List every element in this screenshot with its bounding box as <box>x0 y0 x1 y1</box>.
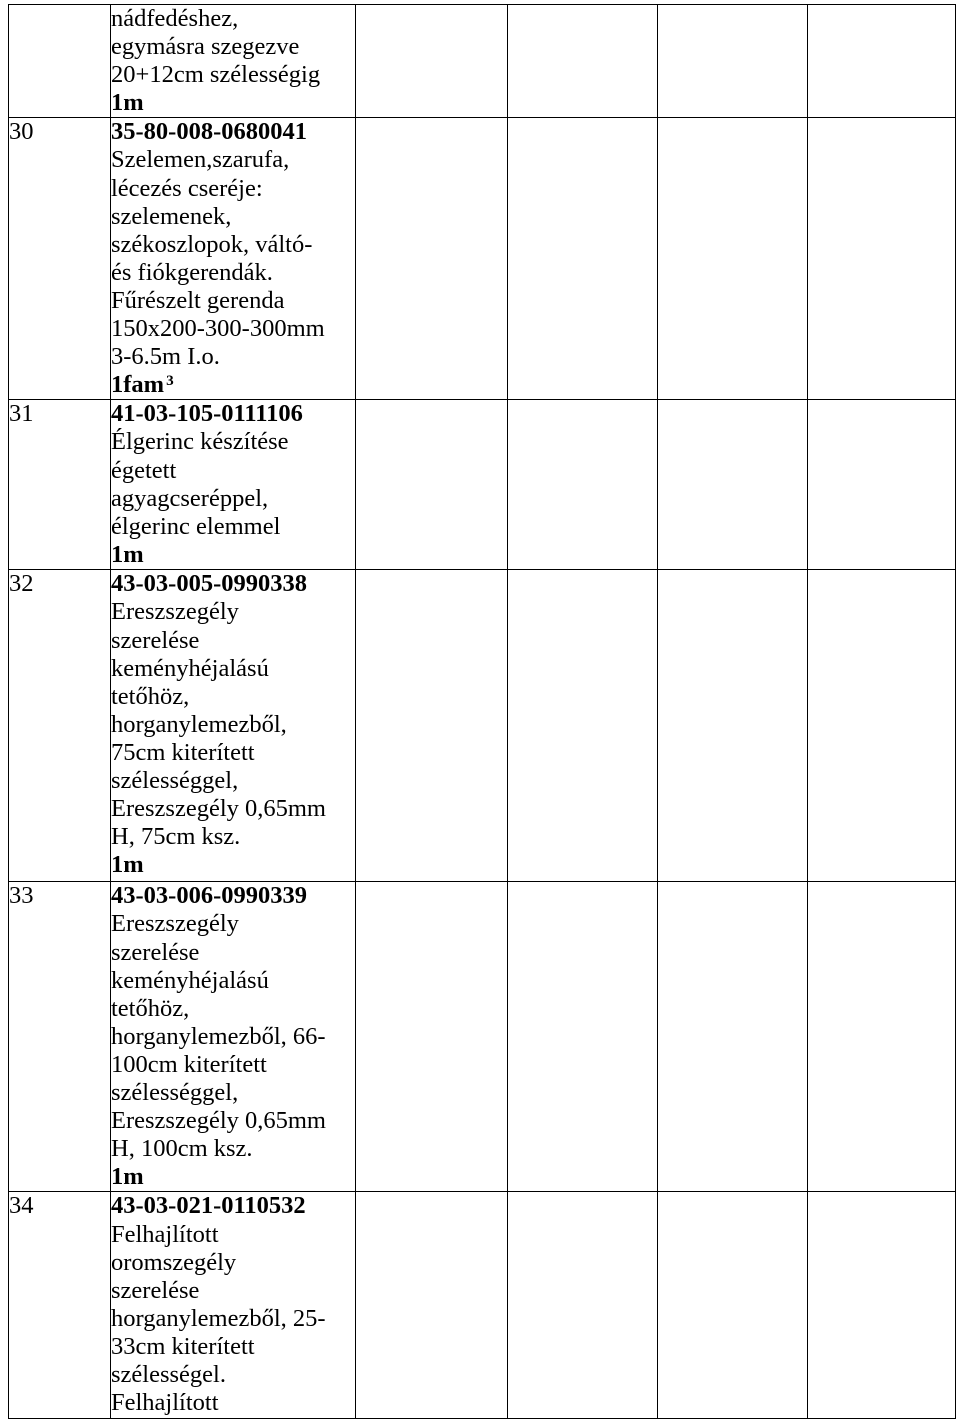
description-line: Fűrészelt gerenda <box>111 286 285 314</box>
table-row <box>9 570 956 882</box>
description-line: agyagcseréppel, <box>111 484 269 512</box>
description-line: tetőhöz, <box>111 994 190 1022</box>
item-unit-superscript: 3 <box>166 371 174 389</box>
description-line: horganylemezből, <box>111 710 287 738</box>
item-unit: 1m <box>111 851 144 879</box>
item-number: 33 <box>9 882 34 910</box>
description-line: 100cm kiterített <box>111 1050 267 1078</box>
item-number-cell <box>9 1192 111 1419</box>
item-code: 43-03-006-0990339 <box>111 882 307 910</box>
empty-cell <box>808 5 956 118</box>
description-line: horganylemezből, 66- <box>111 1022 326 1050</box>
item-number-cell <box>9 5 111 118</box>
empty-cell <box>508 118 658 400</box>
description-line: Élgerinc készítése <box>111 428 289 456</box>
empty-cell <box>658 1192 808 1419</box>
description-line: szélességel. <box>111 1360 226 1388</box>
description-line: lécezés cseréje: <box>111 174 263 202</box>
description-line: szerelése <box>111 626 200 654</box>
description-line: élgerinc elemmel <box>111 512 281 540</box>
item-description-cell <box>111 5 356 118</box>
cost-estimate-table <box>8 4 956 1419</box>
description-line: egymásra szegezve <box>111 33 300 61</box>
description-line: 3-6.5m I.o. <box>111 343 220 371</box>
empty-cell <box>658 118 808 400</box>
empty-cell <box>808 882 956 1192</box>
description-line: Felhajlított <box>111 1220 219 1248</box>
item-number-cell <box>9 400 111 570</box>
item-code: 43-03-021-0110532 <box>111 1192 306 1220</box>
description-line: horganylemezből, 25- <box>111 1304 326 1332</box>
description-line: égetett <box>111 456 177 484</box>
description-line: 33cm kiterített <box>111 1332 255 1360</box>
empty-cell <box>356 5 508 118</box>
description-line: 20+12cm szélességig <box>111 61 321 89</box>
empty-cell <box>658 882 808 1192</box>
description-line: Ereszszegély <box>111 598 239 626</box>
item-code: 43-03-005-0990338 <box>111 570 307 598</box>
item-description-cell <box>111 570 356 882</box>
empty-cell <box>356 400 508 570</box>
empty-cell <box>356 570 508 882</box>
description-line: Ereszszegély <box>111 910 239 938</box>
empty-cell <box>508 570 658 882</box>
empty-cell <box>658 5 808 118</box>
description-line: keményhéjalású <box>111 654 269 682</box>
description-line: Ereszszegély 0,65mm <box>111 1107 326 1135</box>
empty-cell <box>356 882 508 1192</box>
empty-cell <box>808 570 956 882</box>
item-number: 32 <box>9 570 34 598</box>
item-number-cell <box>9 570 111 882</box>
item-description-cell <box>111 400 356 570</box>
description-line: székoszlopok, váltó- <box>111 230 313 258</box>
item-number-cell <box>9 882 111 1192</box>
empty-cell <box>658 570 808 882</box>
empty-cell <box>356 118 508 400</box>
item-unit: 1m <box>111 540 144 568</box>
empty-cell <box>658 400 808 570</box>
item-unit <box>111 371 355 399</box>
description-line: oromszegély <box>111 1248 237 1276</box>
item-unit: 1m <box>111 1163 144 1191</box>
item-description-cell <box>111 1192 356 1419</box>
empty-cell <box>808 400 956 570</box>
item-number: 31 <box>9 400 34 428</box>
description-line: szerelése <box>111 938 200 966</box>
item-description-cell <box>111 882 356 1192</box>
empty-cell <box>356 1192 508 1419</box>
empty-cell <box>808 1192 956 1419</box>
item-number: 34 <box>9 1192 34 1220</box>
item-unit-text: 1fam <box>111 371 165 399</box>
item-number-cell <box>9 118 111 400</box>
item-number: 30 <box>9 118 34 146</box>
description-line: keményhéjalású <box>111 966 269 994</box>
table-row <box>9 5 956 118</box>
description-line: és fiókgerendák. <box>111 258 273 286</box>
empty-cell <box>808 118 956 400</box>
description-line: Ereszszegély 0,65mm <box>111 795 326 823</box>
item-code: 41-03-105-0111106 <box>111 400 303 428</box>
table-row <box>9 882 956 1192</box>
description-line: szélességgel, <box>111 767 239 795</box>
description-line: szélességgel, <box>111 1079 239 1107</box>
table-row <box>9 118 956 400</box>
empty-cell <box>508 400 658 570</box>
item-description-cell <box>111 118 356 400</box>
description-line: Szelemen,szarufa, <box>111 146 290 174</box>
description-line: H, 100cm ksz. <box>111 1135 253 1163</box>
table-row <box>9 400 956 570</box>
description-line: nádfedéshez, <box>111 5 239 32</box>
item-code: 35-80-008-0680041 <box>111 118 307 146</box>
description-line: tetőhöz, <box>111 682 190 710</box>
description-line: 150x200-300-300mm <box>111 315 325 343</box>
empty-cell <box>508 1192 658 1419</box>
empty-cell <box>508 882 658 1192</box>
description-line: szerelése <box>111 1276 200 1304</box>
description-line: Felhajlított <box>111 1389 219 1417</box>
item-unit: 1m <box>111 89 144 117</box>
table-row <box>9 1192 956 1419</box>
empty-cell <box>508 5 658 118</box>
description-line: szelemenek, <box>111 202 232 230</box>
description-line: H, 75cm ksz. <box>111 823 241 851</box>
description-line: 75cm kiterített <box>111 738 255 766</box>
